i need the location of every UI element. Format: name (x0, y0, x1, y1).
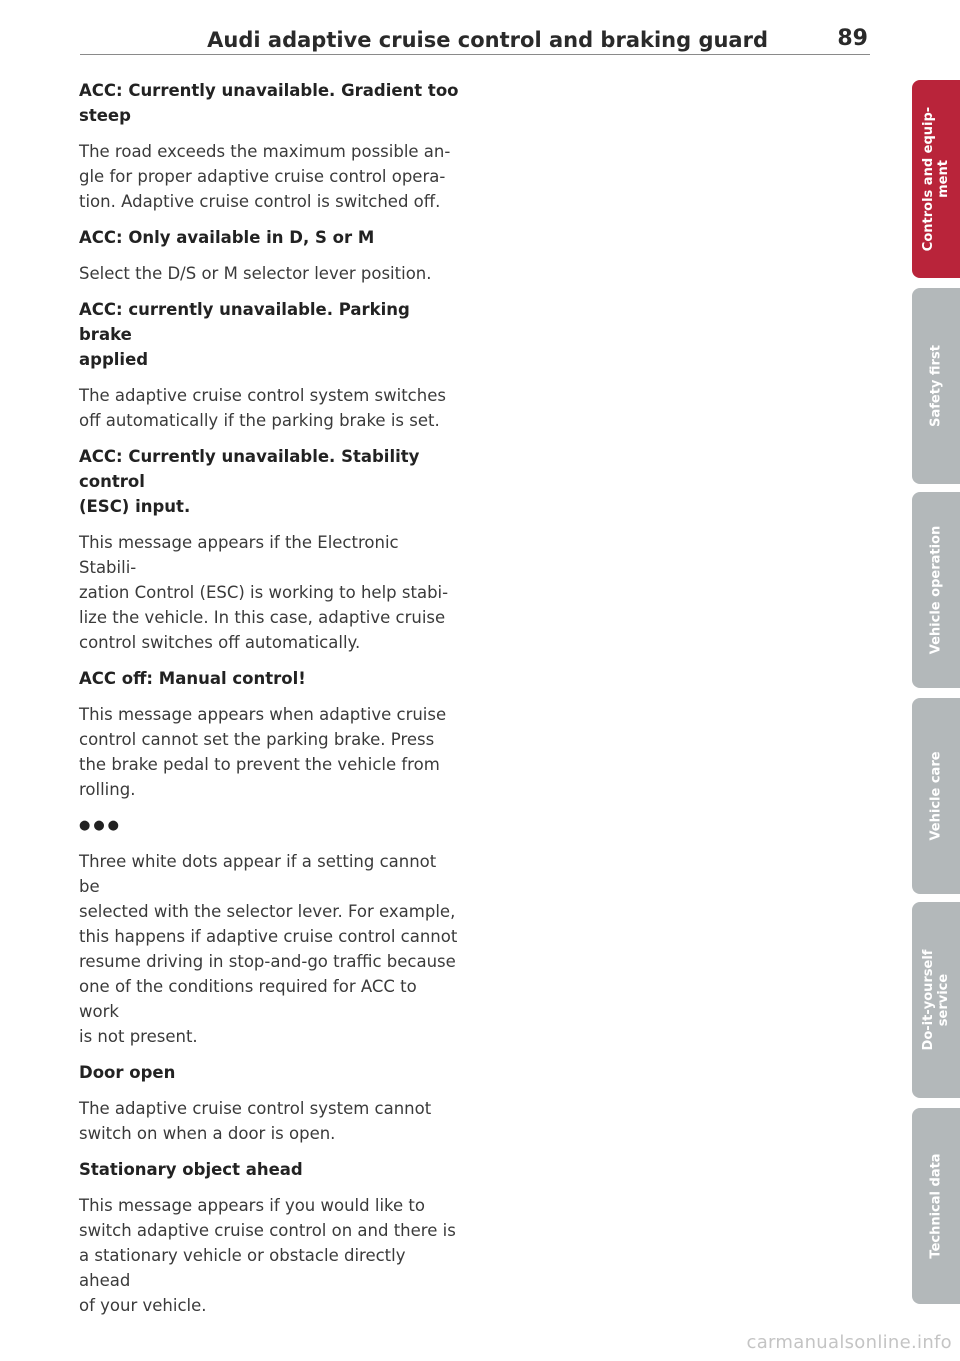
message-heading (79, 225, 459, 250)
text-line: This message appears if you would like to (79, 1196, 425, 1215)
page-number: 89 (837, 26, 868, 51)
text-line: lize the vehicle. In this case, adaptive cruise (79, 608, 446, 627)
text-line: Select the D/S or M selector lever position. (79, 264, 432, 283)
message-heading (79, 666, 459, 691)
text-line: rolling. (79, 780, 136, 799)
message-description (79, 1193, 459, 1318)
message-entry (79, 666, 459, 802)
text-line: control cannot set the parking brake. Press (79, 730, 435, 749)
text-line: is not present. (79, 1027, 198, 1046)
text-line: off automatically if the parking brake is set. (79, 411, 440, 430)
three-dots-icon: ●●● (79, 818, 123, 833)
heading-line: ACC: Currently unavailable. Gradient too (79, 81, 459, 100)
tab-label: Vehicle care (928, 751, 944, 841)
message-description (79, 702, 459, 802)
text-line: one of the conditions required for ACC to work (79, 977, 417, 1021)
message-entry (79, 1060, 459, 1146)
text-line: control switches off automatically. (79, 633, 361, 652)
header-rule (80, 54, 870, 55)
text-line: switch on when a door is open. (79, 1124, 336, 1143)
tab-controls-and-equipment[interactable] (912, 80, 960, 278)
message-heading (79, 1157, 459, 1182)
text-line: The adaptive cruise control system switches (79, 386, 446, 405)
tab-label: Vehicle operation (928, 525, 944, 655)
heading-line: (ESC) input. (79, 497, 191, 516)
message-entry (79, 1157, 459, 1318)
content-column (79, 78, 459, 1329)
heading-line: applied (79, 350, 149, 369)
message-description (79, 849, 459, 1049)
message-entry (79, 225, 459, 286)
tab-safety-first[interactable] (912, 288, 960, 484)
heading-line: ACC: Only available in D, S or M (79, 228, 375, 247)
text-line: a stationary vehicle or obstacle directly ahead (79, 1246, 406, 1290)
message-heading (79, 444, 459, 519)
tab-do-it-yourself-service[interactable] (912, 902, 960, 1098)
message-entry (79, 297, 459, 433)
message-entry (79, 78, 459, 214)
tab-vehicle-operation[interactable] (912, 492, 960, 688)
message-entry (79, 813, 459, 1049)
tab-label: Technical data (928, 1153, 944, 1259)
text-line: This message appears if the Electronic Stabili- (79, 533, 399, 577)
message-heading (79, 297, 459, 372)
text-line: The road exceeds the maximum possible an- (79, 142, 451, 161)
heading-line: Door open (79, 1063, 176, 1082)
message-heading (79, 1060, 459, 1085)
text-line: this happens if adaptive cruise control cannot (79, 927, 458, 946)
tab-label: Safety first (928, 345, 944, 427)
message-description (79, 261, 459, 286)
text-line: This message appears when adaptive cruise (79, 705, 447, 724)
text-line: selected with the selector lever. For example, (79, 902, 456, 921)
text-line: The adaptive cruise control system cannot (79, 1099, 432, 1118)
message-description (79, 530, 459, 655)
heading-line: ACC: currently unavailable. Parking brake (79, 300, 410, 344)
text-line: tion. Adaptive cruise control is switched off. (79, 192, 441, 211)
tab-vehicle-care[interactable] (912, 698, 960, 894)
text-line: Three white dots appear if a setting cannot be (79, 852, 437, 896)
message-description (79, 383, 459, 433)
text-line: the brake pedal to prevent the vehicle from (79, 755, 440, 774)
text-line: zation Control (ESC) is working to help stabi- (79, 583, 449, 602)
message-description (79, 1096, 459, 1146)
text-line: of your vehicle. (79, 1296, 207, 1315)
text-line: resume driving in stop-and-go traffic because (79, 952, 456, 971)
text-line: gle for proper adaptive cruise control opera- (79, 167, 446, 186)
chapter-title: Audi adaptive cruise control and braking guard (207, 28, 768, 52)
message-heading (79, 78, 459, 128)
heading-line: Stationary object ahead (79, 1160, 303, 1179)
text-line: switch adaptive cruise control on and there is (79, 1221, 456, 1240)
tab-technical-data[interactable] (912, 1108, 960, 1304)
heading-line: steep (79, 106, 131, 125)
heading-line: ACC off: Manual control! (79, 669, 306, 688)
tab-label: Do-it-yourself service (921, 949, 951, 1051)
message-entry (79, 444, 459, 655)
site-watermark: carmanualsonline.info (746, 1332, 952, 1353)
tab-label: Controls and equip- ment (921, 106, 951, 252)
heading-line: ACC: Currently unavailable. Stability control (79, 447, 420, 491)
message-description (79, 139, 459, 214)
running-header (80, 24, 868, 56)
